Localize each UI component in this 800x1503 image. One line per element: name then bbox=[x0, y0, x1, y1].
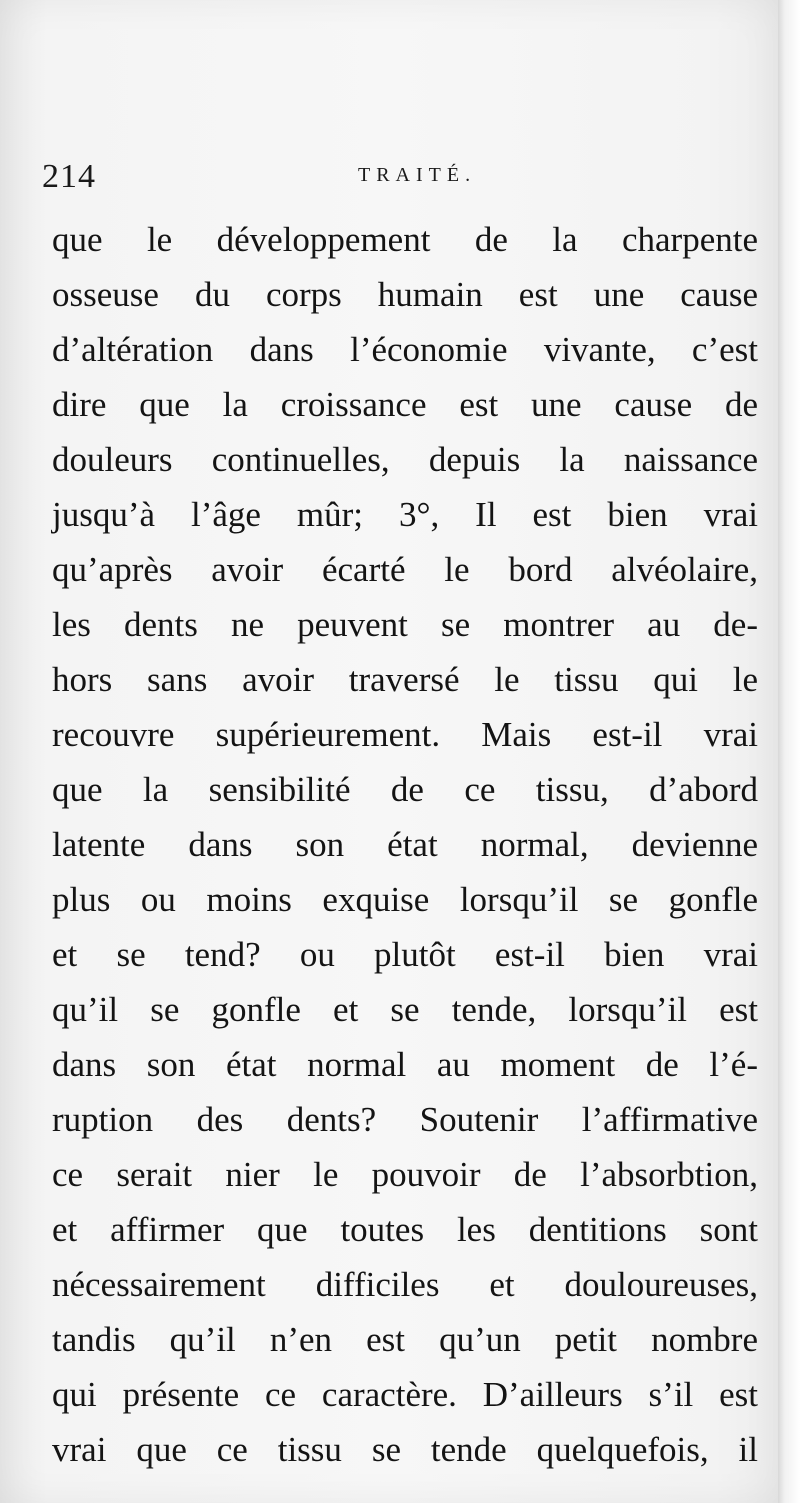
page-number: 214 bbox=[42, 158, 96, 195]
text-line: tandis qu’il n’en est qu’un petit nombre bbox=[52, 1320, 758, 1359]
text-line: jusqu’à l’âge mûr; 3°, Il est bien vrai bbox=[52, 495, 758, 534]
running-title: TRAITÉ. bbox=[358, 164, 477, 186]
text-line: ruption des dents? Soutenir l’affirmative bbox=[52, 1100, 758, 1139]
page-header bbox=[42, 158, 762, 198]
text-line: qui présente ce caractère. D’ailleurs s’il est bbox=[52, 1375, 758, 1414]
text-line: dans son état normal au moment de l’é- bbox=[52, 1045, 758, 1084]
text-line: dire que la croissance est une cause de bbox=[52, 385, 758, 424]
text-line: les dents ne peuvent se montrer au de- bbox=[52, 605, 758, 644]
text-line: qu’il se gonfle et se tende, lorsqu’il est bbox=[52, 990, 758, 1029]
text-line: que le développement de la charpente bbox=[52, 220, 758, 259]
text-line: vrai que ce tissu se tende quelquefois, il bbox=[52, 1430, 758, 1469]
page-edge bbox=[778, 0, 800, 1503]
body-text bbox=[52, 212, 758, 1477]
text-line: nécessairement difficiles et douloureuses, bbox=[52, 1265, 758, 1304]
text-line: d’altération dans l’économie vivante, c’est bbox=[52, 330, 758, 369]
text-line: osseuse du corps humain est une cause bbox=[52, 275, 758, 314]
text-line: hors sans avoir traversé le tissu qui le bbox=[52, 660, 758, 699]
text-line: plus ou moins exquise lorsqu’il se gonfle bbox=[52, 880, 758, 919]
text-line: et se tend? ou plutôt est-il bien vrai bbox=[52, 935, 758, 974]
text-line: qu’après avoir écarté le bord alvéolaire, bbox=[52, 550, 758, 589]
text-line: ce serait nier le pouvoir de l’absorbtion, bbox=[52, 1155, 758, 1194]
text-line: latente dans son état normal, devienne bbox=[52, 825, 758, 864]
text-line: recouvre supérieurement. Mais est-il vrai bbox=[52, 715, 758, 754]
text-line: et affirmer que toutes les dentitions sont bbox=[52, 1210, 758, 1249]
text-line: que la sensibilité de ce tissu, d’abord bbox=[52, 770, 758, 809]
text-line: douleurs continuelles, depuis la naissance bbox=[52, 440, 758, 479]
